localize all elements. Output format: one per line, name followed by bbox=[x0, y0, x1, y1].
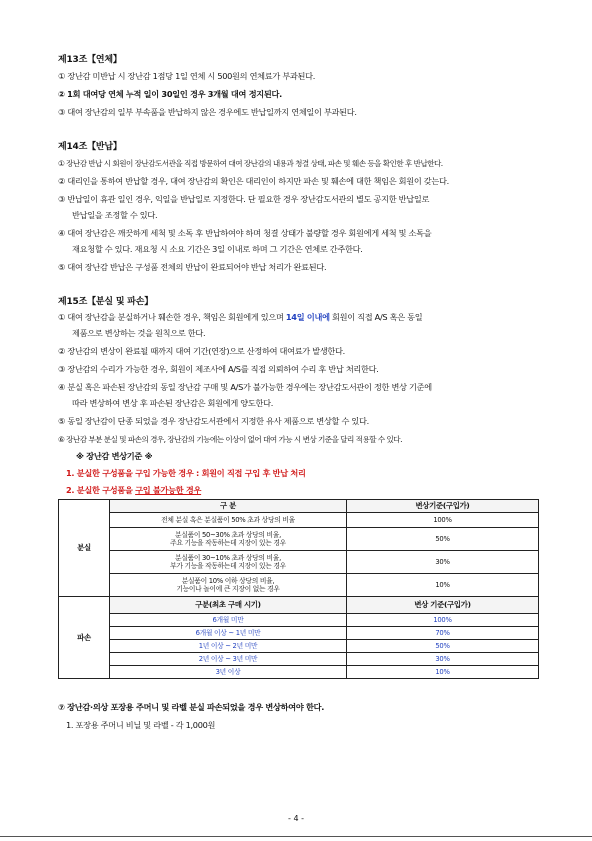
damage-rate: 10% bbox=[347, 666, 539, 679]
article-14-title: 제14조【반납】 bbox=[58, 142, 122, 152]
art15-item-4b: 따라 변상하여 변상 후 파손된 장난감은 회원에게 양도한다. bbox=[72, 398, 274, 408]
table-row bbox=[59, 513, 539, 528]
art14-item-4a: ④ 대여 장난감은 깨끗하게 세척 및 소독 후 반납하여야 하며 청결 상태가 불량할 경우 회원에게 세척 및 소독을 bbox=[58, 228, 432, 238]
article-15-title: 제15조【분실 및 파손】 bbox=[58, 297, 154, 307]
compensation-standard-title: ※ 장난감 변상기준 ※ bbox=[76, 451, 153, 461]
art15-item-1a-pre: ① 대여 장난감을 분실하거나 훼손한 경우, 책임은 회원에게 있으며 bbox=[58, 312, 286, 322]
table-row bbox=[59, 627, 539, 640]
header-standard-2: 변상 기준(구입가) bbox=[347, 597, 539, 614]
art13-item-1: ① 장난감 미반납 시 장난감 1점당 1일 연체 시 500원의 연체료가 부과된다. bbox=[58, 71, 316, 81]
standard-rule-2-underlined: 구입 불가능한 경우 bbox=[135, 485, 202, 495]
art14-item-5: ⑤ 대여 장난감 반납은 구성품 전체의 반납이 완료되어야 반납 처리가 완료된다. bbox=[58, 262, 327, 272]
damage-period: 1년 이상 ~ 2년 미만 bbox=[110, 640, 347, 653]
damage-rate: 100% bbox=[347, 614, 539, 627]
loss-desc bbox=[110, 574, 347, 597]
damage-period: 2년 이상 ~ 3년 미만 bbox=[110, 653, 347, 666]
loss-rate: 30% bbox=[347, 551, 539, 574]
damage-rate: 50% bbox=[347, 640, 539, 653]
loss-desc-line1: 분실품이 10% 이하 상당의 비율, bbox=[181, 577, 275, 585]
damage-rate: 30% bbox=[347, 653, 539, 666]
art15-item-7: ⑦ 장난감·의상 포장용 주머니 및 라벨 분실 파손되었을 경우 변상하여야 한다. bbox=[58, 702, 325, 712]
loss-desc-line2: 주요 기능을 작동하는데 지장이 있는 경우 bbox=[170, 539, 286, 547]
loss-rate: 100% bbox=[347, 513, 539, 528]
damage-category-cell: 파손 bbox=[59, 597, 110, 679]
header-period: 구분(최초 구매 시기) bbox=[110, 597, 347, 614]
table-header-row bbox=[59, 500, 539, 513]
loss-desc-line1: 분실품이 30~10% 초과 상당의 비율, bbox=[175, 554, 281, 562]
table-row bbox=[59, 614, 539, 627]
table-row bbox=[59, 653, 539, 666]
table-row bbox=[59, 640, 539, 653]
loss-desc-line2: 부가 기능을 작동하는데 지장이 있는 경우 bbox=[170, 562, 286, 570]
art15-item-1a-post: 회원이 직접 A/S 혹은 동일 bbox=[329, 312, 423, 322]
table-row bbox=[59, 666, 539, 679]
page-number: - 4 - bbox=[288, 814, 304, 823]
loss-desc-line2: 기능이나 놀이에 큰 지장이 없는 경우 bbox=[176, 585, 280, 593]
art15-item-4a: ④ 분실 혹은 파손된 장난감의 동일 장난감 구매 및 A/S가 불가능한 경우에는 장난감도서관이 정한 변상 기준에 bbox=[58, 382, 432, 392]
art13-item-2: ② 1회 대여당 연체 누적 일이 30일인 경우 3개월 대여 정지된다. bbox=[58, 89, 282, 99]
art14-item-3b: 반납일을 조정할 수 있다. bbox=[72, 210, 158, 220]
damage-period: 6개월 미만 bbox=[110, 614, 347, 627]
loss-rate: 50% bbox=[347, 528, 539, 551]
standard-rule-2 bbox=[66, 485, 546, 496]
art14-item-2: ② 대리인을 통하여 반납할 경우, 대여 장난감의 확인은 대리인이 하지만 파손 및 훼손에 대한 책임은 회원이 갖는다. bbox=[58, 176, 449, 186]
art15-item-5: ⑤ 동일 장난감이 단종 되었을 경우 장난감도서관에서 지정한 유사 제품으로 변상할 수 있다. bbox=[58, 416, 369, 426]
table-row bbox=[59, 528, 539, 551]
table-row bbox=[59, 574, 539, 597]
loss-desc bbox=[110, 551, 347, 574]
art15-item-6: ⑥ 장난감 부분 분실 및 파손의 경우, 장난감의 기능에는 이상이 없어 대여 가능 시 변상 기준을 달리 적용할 수 있다. bbox=[58, 435, 402, 444]
loss-desc-line1: 분실품이 50~30% 초과 상당의 비율, bbox=[175, 531, 281, 539]
art15-item-3: ③ 장난감의 수리가 가능한 경우, 회원이 제조사에 A/S를 직접 의뢰하여 수리 후 반납 처리한다. bbox=[58, 364, 379, 374]
art14-item-1: ① 장난감 반납 시 회원이 장난감도서관을 직접 방문하여 대여 장난감의 내용과 청결 상태, 파손 및 훼손 등을 확인한 후 반납한다. bbox=[58, 159, 443, 168]
art14-item-3a: ③ 반납일이 휴관 일인 경우, 익일을 반납일로 지정한다. 단 필요한 경우 장난감도서관의 별도 공지한 반납일로 bbox=[58, 194, 430, 204]
table-row bbox=[59, 551, 539, 574]
compensation-table bbox=[58, 499, 539, 679]
header-standard: 변상기준(구입가) bbox=[347, 500, 539, 513]
damage-rate: 70% bbox=[347, 627, 539, 640]
deadline-highlight: 14일 이내에 bbox=[285, 312, 330, 322]
art15-item-2: ② 장난감의 변상이 완료될 때까지 대여 기간(연장)으로 산정하여 대여료가 발생한다. bbox=[58, 346, 345, 356]
art15-item-1b: 제품으로 변상하는 것을 원칙으로 한다. bbox=[72, 328, 206, 338]
standard-rule-2-pre: 2. 분실한 구성품을 bbox=[66, 485, 136, 495]
bottom-divider bbox=[0, 836, 592, 837]
header-category: 구 분 bbox=[110, 500, 347, 513]
damage-period: 6개월 이상 ~ 1년 미만 bbox=[110, 627, 347, 640]
article-13-title: 제13조【연체】 bbox=[58, 55, 122, 65]
packaging-fee-line: 1. 포장용 주머니 비닐 및 라벨 - 각 1,000원 bbox=[66, 720, 216, 730]
table-header-row-2 bbox=[59, 597, 539, 614]
art13-item-3: ③ 대여 장난감의 일부 부속품을 반납하지 않은 경우에도 반납일까지 연체일이 부과된다. bbox=[58, 107, 357, 117]
loss-rate: 10% bbox=[347, 574, 539, 597]
loss-category-cell: 분실 bbox=[59, 500, 110, 597]
standard-rule-1: 1. 분실한 구성품을 구입 가능한 경우 : 회원이 직접 구입 후 반납 처리 bbox=[66, 468, 306, 478]
art14-item-4b: 재요청할 수 있다. 재요청 시 소요 기간은 3일 이내로 하며 그 기간은 연체로 간주한다. bbox=[72, 244, 363, 254]
art15-item-1a bbox=[58, 312, 538, 323]
loss-desc: 전체 분실 혹은 분실품이 50% 초과 상당의 비율 bbox=[110, 513, 347, 528]
loss-desc bbox=[110, 528, 347, 551]
damage-period: 3년 이상 bbox=[110, 666, 347, 679]
